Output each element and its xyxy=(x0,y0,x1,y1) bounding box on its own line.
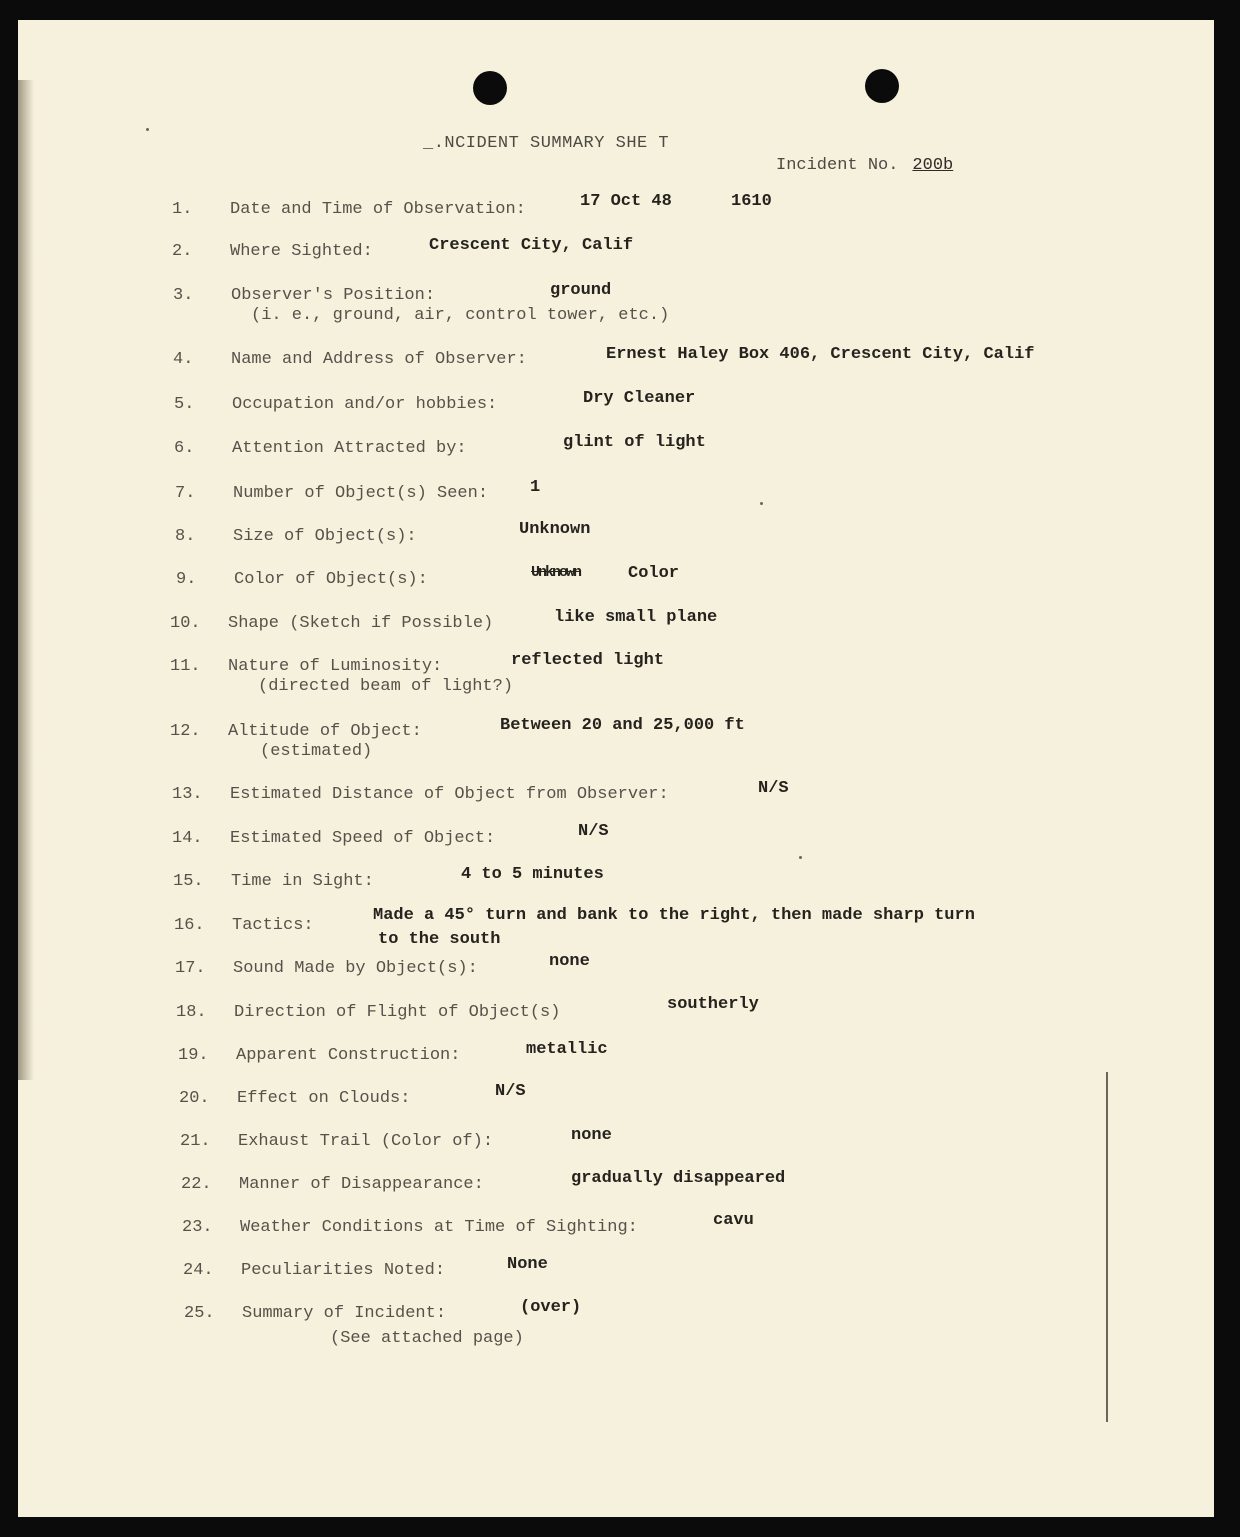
incident-number-field xyxy=(776,156,953,175)
item-number: 9. xyxy=(176,570,197,589)
item-number: 11. xyxy=(170,657,201,676)
item-label: Shape (Sketch if Possible) xyxy=(228,614,494,633)
item-label: Altitude of Object: xyxy=(228,722,422,741)
item-13-value: N/S xyxy=(758,779,789,798)
item-label: Nature of Luminosity: xyxy=(228,657,443,676)
item-18-value: southerly xyxy=(667,995,759,1014)
item-number: 12. xyxy=(170,722,201,741)
item-2-value: Crescent City, Calif xyxy=(429,236,634,255)
item-number: 25. xyxy=(184,1304,215,1323)
item-12-value: Between 20 and 25,000 ft xyxy=(500,716,745,735)
item-17-value: none xyxy=(549,952,590,971)
item-label: Where Sighted: xyxy=(230,242,373,261)
speck xyxy=(760,502,763,505)
item-14-value: N/S xyxy=(578,822,609,841)
item-11-hint: (directed beam of light?) xyxy=(258,677,514,696)
item-label: Number of Object(s) Seen: xyxy=(233,484,489,503)
item-number: 18. xyxy=(176,1003,207,1022)
form-title: _.NCIDENT SUMMARY SHE T xyxy=(423,134,670,153)
item-number: 22. xyxy=(181,1175,212,1194)
item-25-value: (over) xyxy=(520,1298,582,1317)
item-23-value: cavu xyxy=(713,1211,754,1230)
item-label: Estimated Distance of Object from Observer: xyxy=(230,785,669,804)
item-number: 5. xyxy=(174,395,195,414)
item-number: 6. xyxy=(174,439,195,458)
item-label: Peculiarities Noted: xyxy=(241,1261,446,1280)
scan-edge-shadow xyxy=(18,80,34,1080)
item-number: 10. xyxy=(170,614,201,633)
punch-hole-left xyxy=(473,71,507,105)
item-22-value: gradually disappeared xyxy=(571,1169,786,1188)
item-label: Color of Object(s): xyxy=(234,570,428,589)
item-16-value-line2: to the south xyxy=(378,930,501,949)
item-number: 16. xyxy=(174,916,205,935)
punch-hole-right xyxy=(865,69,899,103)
item-label: Attention Attracted by: xyxy=(232,439,467,458)
item-number: 7. xyxy=(175,484,196,503)
item-label: Estimated Speed of Object: xyxy=(230,829,496,848)
incident-number: 200b xyxy=(912,156,954,175)
item-6-value: glint of light xyxy=(563,433,706,452)
incident-label: Incident No. xyxy=(776,156,899,175)
item-number: 17. xyxy=(175,959,206,978)
item-15-value: 4 to 5 minutes xyxy=(461,865,604,884)
item-25-hint: (See attached page) xyxy=(330,1329,524,1348)
item-1-date: 17 Oct 48 xyxy=(580,192,672,211)
item-label: Observer's Position: xyxy=(231,286,436,305)
item-number: 8. xyxy=(175,527,196,546)
item-3-value: ground xyxy=(550,281,612,300)
item-9-struck-value: Unknown xyxy=(531,564,581,581)
item-number: 19. xyxy=(178,1046,209,1065)
item-24-value: None xyxy=(507,1255,548,1274)
item-7-value: 1 xyxy=(530,478,541,497)
item-label: Time in Sight: xyxy=(231,872,374,891)
item-4-value: Ernest Haley Box 406, Crescent City, Calif xyxy=(606,345,1035,364)
item-number: 4. xyxy=(173,350,194,369)
item-3-hint: (i. e., ground, air, control tower, etc.) xyxy=(251,306,670,325)
item-number: 24. xyxy=(183,1261,214,1280)
item-label: Effect on Clouds: xyxy=(237,1089,411,1108)
item-8-value: Unknown xyxy=(519,520,591,539)
item-19-value: metallic xyxy=(526,1040,608,1059)
item-5-value: Dry Cleaner xyxy=(583,389,696,408)
item-number: 14. xyxy=(172,829,203,848)
item-16-value: Made a 45° turn and bank to the right, then made sharp turn xyxy=(373,906,975,925)
item-number: 1. xyxy=(172,200,193,219)
speck xyxy=(799,856,802,859)
item-label: Name and Address of Observer: xyxy=(231,350,527,369)
document-page xyxy=(18,20,1214,1517)
item-20-value: N/S xyxy=(495,1082,526,1101)
margin-line xyxy=(1106,1072,1108,1422)
item-number: 3. xyxy=(173,286,194,305)
item-number: 20. xyxy=(179,1089,210,1108)
item-label: Occupation and/or hobbies: xyxy=(232,395,498,414)
speck xyxy=(146,128,149,131)
item-label: Manner of Disappearance: xyxy=(239,1175,484,1194)
item-12-hint: (estimated) xyxy=(260,742,373,761)
item-9-value: Color xyxy=(628,564,680,583)
item-label: Tactics: xyxy=(232,916,314,935)
item-label: Sound Made by Object(s): xyxy=(233,959,478,978)
item-1-time: 1610 xyxy=(731,192,772,211)
item-number: 15. xyxy=(173,872,204,891)
item-label: Size of Object(s): xyxy=(233,527,417,546)
item-number: 2. xyxy=(172,242,193,261)
item-number: 13. xyxy=(172,785,203,804)
item-21-value: none xyxy=(571,1126,612,1145)
item-label: Date and Time of Observation: xyxy=(230,200,526,219)
item-number: 23. xyxy=(182,1218,213,1237)
item-10-value: like small plane xyxy=(554,608,718,627)
item-label: Exhaust Trail (Color of): xyxy=(238,1132,494,1151)
item-number: 21. xyxy=(180,1132,211,1151)
item-label: Summary of Incident: xyxy=(242,1304,447,1323)
item-11-value: reflected light xyxy=(511,651,665,670)
item-label: Weather Conditions at Time of Sighting: xyxy=(240,1218,638,1237)
item-label: Direction of Flight of Object(s) xyxy=(234,1003,561,1022)
item-label: Apparent Construction: xyxy=(236,1046,461,1065)
